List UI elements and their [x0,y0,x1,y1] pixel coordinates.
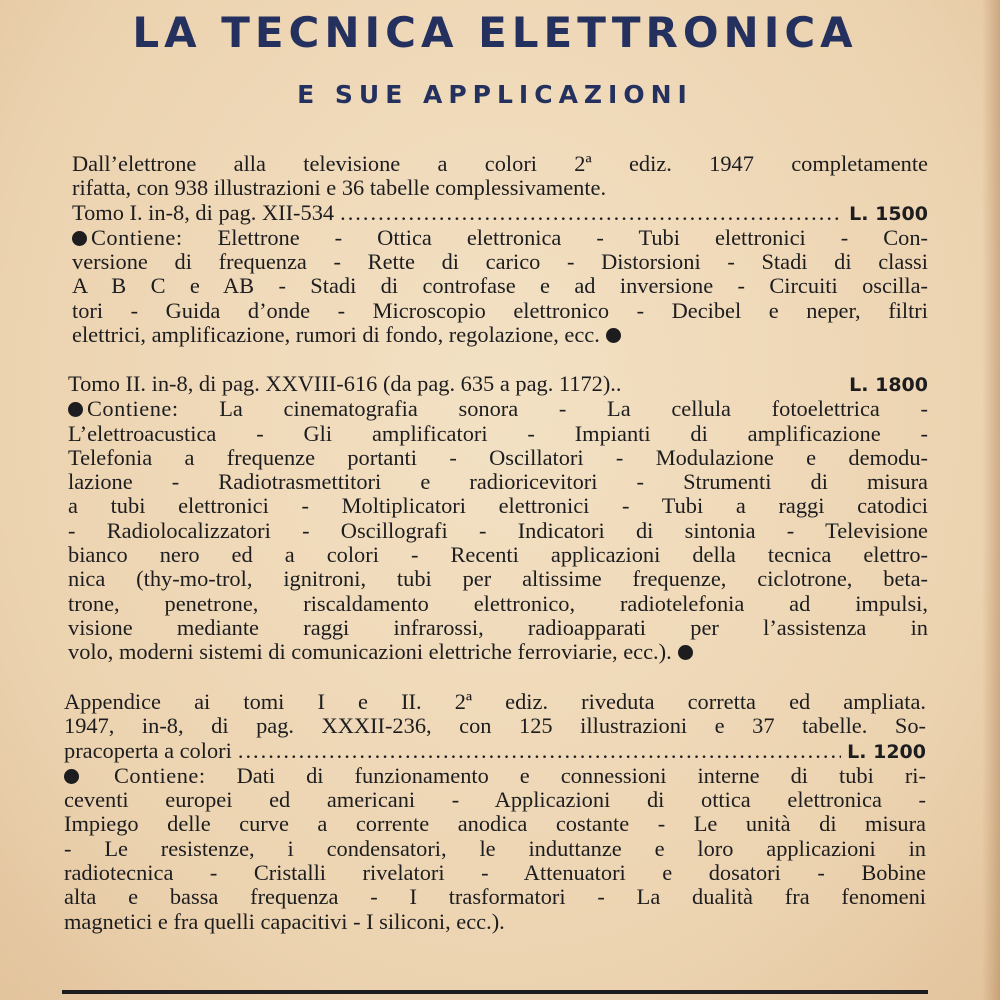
tomo-2-contents-line: a tubi elettronici - Moltiplicatori elettronici - Tubi a raggi catodici [68,493,928,519]
tomo-1-volume: Tomo I. in-8, di pag. XII-534 [72,199,335,225]
appendice-contents-line: Impiego delle curve a corrente anodica costante - Le unità di misura [64,811,926,837]
tomo-2-contents-line: L’elettroacustica - Gli amplificatori - Impianti di amplificazione - [68,420,928,446]
bottom-rule [62,990,928,994]
bullet-icon [64,769,79,784]
bullet-icon [68,402,83,417]
tomo-1-intro-line: Dall’elettrone alla televisione a colori 2ª ediz. 1947 completamente [72,151,928,176]
tomo-2-contents-line: Telefonia a frequenze portanti - Oscillatori - Modulazione e demodu- [68,444,928,470]
tomo-1-contents-line: tori - Guida d’onde - Microscopio elettronico - Decibel e neper, filtri [72,297,928,323]
page-title: LA TECNICA ELETTRONICA [132,8,858,57]
tomo-1-price-line [72,201,928,226]
appendice-volume: pracoperta a colori [64,737,232,763]
appendice-contents-line [64,764,926,788]
appendice-contents-line: alta e bassa frequenza - I trasformatori - La dualità fra fenomeni [64,884,926,910]
tomo-2-contents-line [68,640,928,664]
tomo-1-contents-line [72,226,928,250]
tomo-2-contents-line: nica (thy-mo-trol, ignitroni, tubi per altissime frequenze, ciclotrone, beta- [68,566,928,592]
appendice-contents-line: radiotecnica - Cristalli rivelatori - Attenuatori e dosatori - Bobine [64,860,926,886]
tomo-2-price: L. 1800 [849,374,928,396]
tomo-1-price: L. 1500 [849,202,928,225]
appendice-contents-line: - Le resistenze, i condensatori, le induttanze e loro applicazioni in [64,835,926,861]
tomo-2-volume: Tomo II. in-8, di pag. XXVIII-616 (da pag. 635 a pag. 1172).. [68,371,622,396]
contents-text: Dati di funzionamento e connessioni interne di tubi ri- [236,762,926,788]
tomo-2-contents-line: trone, penetrone, riscaldamento elettronico, radiotelefonia ad impulsi, [68,590,928,616]
tomo-1-contents-line [72,323,928,347]
tomo-1-contents-line: A B C e AB - Stadi di controfase e ad inversione - Circuiti oscilla- [72,273,928,299]
appendice-intro-line: Appendice ai tomi I e II. 2ª ediz. riveduta corretta ed ampliata. [64,689,926,714]
page-edge-shadow [982,0,1000,1000]
tomo-2-contents-line: - Radiolocalizzatori - Oscillografi - Indicatori di sintonia - Televisione [68,517,928,543]
contents-label: Contiene: [87,396,179,422]
appendice-intro-line: 1947, in-8, di pag. XXXII-236, con 125 illustrazioni e 37 tabelle. So- [64,713,926,739]
tomo-2-contents-line [68,397,928,421]
catalog-page [62,0,928,1000]
appendice-contents-line: magnetici e fra quelli capacitivi - I siliconi, ecc.). [64,908,505,934]
appendice-contents-line: ceventi europei ed americani - Applicazioni di ottica elettronica - [64,787,926,813]
tomo-1-section [72,152,928,347]
page-subtitle: E SUE APPLICAZIONI [297,80,693,109]
tomo-1-intro-line: rifatta, con 938 illustrazioni e 36 tabelle complessivamente. [72,175,607,201]
bullet-icon [606,328,621,343]
bullet-icon [678,645,693,660]
tomo-2-section [68,372,928,665]
dot-leader [238,739,841,763]
appendice-price: L. 1200 [847,740,926,763]
tomo-2-price-line [68,372,928,397]
contents-text: elettrici, amplificazione, rumori di fondo, regolazione, ecc. [72,322,600,348]
appendice-price-line [64,739,926,764]
contents-label: Contiene: [91,224,183,250]
appendice-section [64,690,926,934]
tomo-2-contents-line: lazione - Radiotrasmettitori e radioricevitori - Strumenti di misura [68,469,928,495]
tomo-2-contents-line: visione mediante raggi infrarossi, radioapparati per l’assistenza in [68,614,928,640]
contents-label: Contiene: [114,762,206,788]
contents-text: Elettrone - Ottica elettronica - Tubi elettronici - Con- [217,224,929,250]
contents-text: La cinematografia sonora - La cellula fotoelettrica - [219,396,928,422]
tomo-2-contents-line: bianco nero ed a colori - Recenti applicazioni della tecnica elettro- [68,542,928,568]
dot-leader [340,201,843,225]
contents-text: volo, moderni sistemi di comunicazioni elettriche ferroviarie, ecc.). [68,639,672,665]
bullet-icon [72,231,87,246]
tomo-1-contents-line: versione di frequenza - Rette di carico - Distorsioni - Stadi di classi [72,249,928,275]
